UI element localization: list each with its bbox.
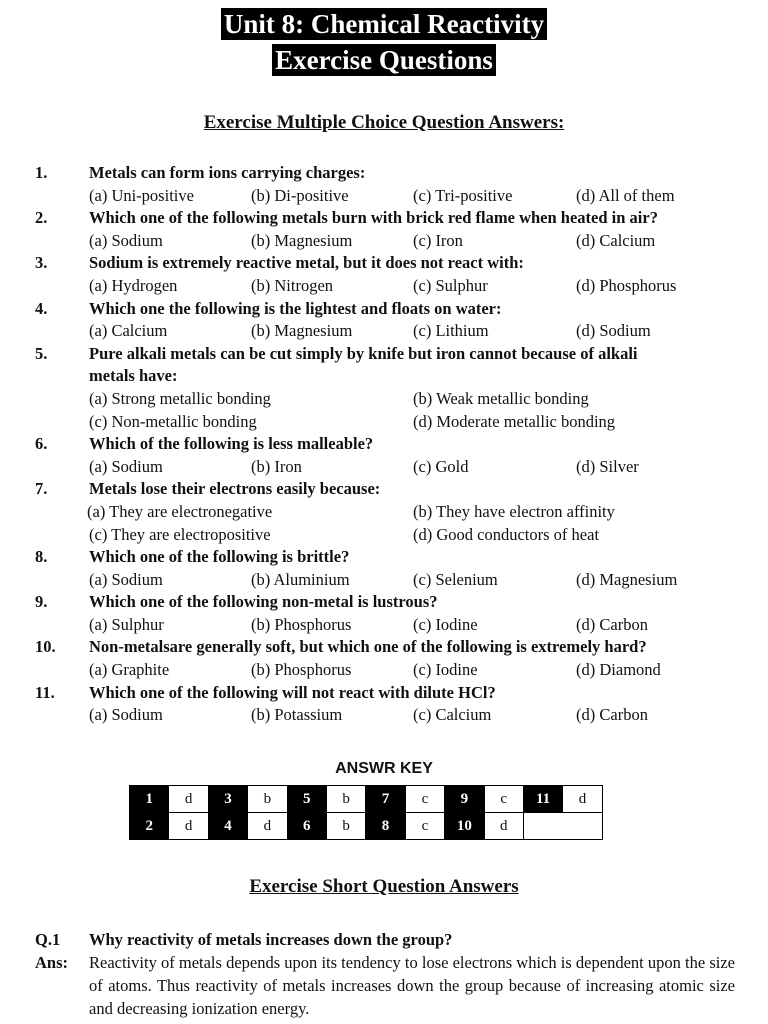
answer-key-number: 5 bbox=[287, 786, 326, 813]
short-question-1 bbox=[35, 928, 735, 1020]
options-row bbox=[0, 185, 768, 208]
answer-key-number: 10 bbox=[445, 813, 484, 840]
answer-key-letter: d bbox=[169, 813, 208, 840]
question-text: Why reactivity of metals increases down the group? bbox=[89, 930, 453, 949]
option: (d) Good conductors of heat bbox=[413, 524, 600, 544]
answer-key-number: 2 bbox=[130, 813, 169, 840]
question-row bbox=[0, 365, 768, 388]
option: (c) Iodine bbox=[413, 614, 478, 634]
option: (b) Magnesium bbox=[251, 321, 353, 341]
answer-key-number: 3 bbox=[208, 786, 247, 813]
option: (a) Sodium bbox=[89, 456, 163, 476]
options-row bbox=[0, 411, 768, 434]
option: (a) Calcium bbox=[89, 321, 168, 341]
answer-key-number: 6 bbox=[287, 813, 326, 840]
question-row bbox=[0, 682, 768, 705]
option: (c) They are electropositive bbox=[89, 524, 271, 544]
short-questions-heading: Exercise Short Question Answers bbox=[249, 876, 519, 897]
option: (a) Graphite bbox=[89, 660, 170, 680]
option: (d) All of them bbox=[576, 185, 675, 205]
unit-title: Unit 8: Chemical Reactivity bbox=[221, 8, 547, 40]
question-number: 9. bbox=[35, 592, 48, 612]
title-block bbox=[0, 8, 768, 80]
option: (d) Silver bbox=[576, 456, 639, 476]
answer-key-empty bbox=[523, 813, 602, 840]
mcq-list bbox=[0, 162, 768, 727]
answer-key-letter: d bbox=[563, 786, 602, 813]
option: (c) Sulphur bbox=[413, 275, 488, 295]
question-stem: Which one of the following non-metal is lustrous? bbox=[89, 592, 438, 612]
option: (a) Sodium bbox=[89, 230, 163, 250]
answer-key-letter: d bbox=[248, 813, 287, 840]
question-stem: Which one the following is the lightest and floats on water: bbox=[89, 298, 502, 318]
question-number: 6. bbox=[35, 434, 48, 454]
answer-key-letter: c bbox=[405, 786, 444, 813]
option: (c) Iodine bbox=[413, 660, 478, 680]
option: (c) Non-metallic bonding bbox=[89, 411, 257, 431]
answer-key-number: 11 bbox=[523, 786, 562, 813]
question-stem: Pure alkali metals can be cut simply by knife but iron cannot because of alkali bbox=[89, 343, 638, 363]
option: (a) Uni-positive bbox=[89, 185, 194, 205]
option: (b) Weak metallic bonding bbox=[413, 388, 589, 408]
question-stem: Which of the following is less malleable? bbox=[89, 434, 374, 454]
options-row bbox=[0, 569, 768, 592]
question-row bbox=[0, 546, 768, 569]
question-row bbox=[0, 162, 768, 185]
option: (d) Moderate metallic bonding bbox=[413, 411, 616, 431]
option: (b) Nitrogen bbox=[251, 275, 334, 295]
question-row bbox=[0, 591, 768, 614]
question-number: 3. bbox=[35, 253, 48, 273]
option: (b) Iron bbox=[251, 456, 302, 476]
option: (b) Potassium bbox=[251, 705, 343, 725]
answer-key-number: 4 bbox=[208, 813, 247, 840]
options-row bbox=[0, 456, 768, 479]
question-stem: Metals lose their electrons easily because: bbox=[89, 479, 381, 499]
option: (b) Di-positive bbox=[251, 185, 349, 205]
question-row bbox=[0, 478, 768, 501]
option: (a) Sulphur bbox=[89, 614, 164, 634]
answer-key-number: 7 bbox=[366, 786, 405, 813]
question-number: 1. bbox=[35, 163, 48, 182]
question-stem-continued: metals have: bbox=[89, 366, 178, 386]
question-row bbox=[0, 252, 768, 275]
answer-key-letter: c bbox=[484, 786, 523, 813]
answer-key-row bbox=[130, 786, 603, 813]
question-stem: Which one of the following will not react with dilute HCl? bbox=[89, 682, 496, 702]
question-number: 8. bbox=[35, 547, 48, 567]
option: (d) Carbon bbox=[576, 614, 648, 634]
answer-key-letter: d bbox=[169, 786, 208, 813]
option: (a) They are electronegative bbox=[87, 501, 273, 521]
mcq-heading: Exercise Multiple Choice Question Answers: bbox=[203, 112, 565, 133]
option: (a) Sodium bbox=[89, 569, 163, 589]
question-number: 2. bbox=[35, 208, 48, 228]
answer-key-letter: b bbox=[326, 786, 365, 813]
option: (c) Iron bbox=[413, 230, 463, 250]
option: (c) Calcium bbox=[413, 705, 492, 725]
option: (a) Sodium bbox=[89, 705, 163, 725]
question-number: 7. bbox=[35, 479, 48, 499]
exercise-title: Exercise Questions bbox=[272, 44, 496, 76]
answer-key-letter: b bbox=[326, 813, 365, 840]
options-row bbox=[0, 388, 768, 411]
option: (d) Carbon bbox=[576, 705, 648, 725]
answer-key-number: 8 bbox=[366, 813, 405, 840]
question-stem: Non-metalsare generally soft, but which one of the following is extremely hard? bbox=[89, 637, 647, 657]
answer-key-table bbox=[129, 785, 603, 840]
question-row bbox=[0, 298, 768, 321]
answer-key-row bbox=[130, 813, 603, 840]
answer-label: Ans: bbox=[35, 953, 69, 972]
question-row bbox=[0, 433, 768, 456]
question-row bbox=[0, 207, 768, 230]
answer-text: Reactivity of metals depends upon its tendency to lose electrons which is dependent upon the size of atoms. Thus reactivity of metals increases down the group because of increasing atomic size and decreasing ionization energy. bbox=[89, 953, 735, 1018]
option: (b) They have electron affinity bbox=[413, 501, 615, 521]
options-row bbox=[0, 659, 768, 682]
options-row bbox=[0, 501, 768, 524]
options-row bbox=[0, 275, 768, 298]
options-row bbox=[0, 704, 768, 727]
question-label: Q.1 bbox=[35, 930, 61, 949]
option: (d) Calcium bbox=[576, 230, 656, 250]
question-stem: Which one of the following is brittle? bbox=[89, 547, 350, 567]
option: (d) Sodium bbox=[576, 321, 651, 341]
option: (c) Lithium bbox=[413, 321, 489, 341]
option: (c) Gold bbox=[413, 456, 469, 476]
question-number: 10. bbox=[35, 637, 56, 657]
option: (d) Diamond bbox=[576, 660, 661, 680]
question-stem: Sodium is extremely reactive metal, but it does not react with: bbox=[89, 253, 524, 273]
option: (a) Hydrogen bbox=[89, 275, 178, 295]
answer-key-letter: d bbox=[484, 813, 523, 840]
question-stem: Which one of the following metals burn with brick red flame when heated in air? bbox=[89, 208, 658, 228]
answer-key-number: 1 bbox=[130, 786, 169, 813]
answer-key-title: ANSWR KEY bbox=[335, 760, 433, 777]
question-stem: Metals can form ions carrying charges: bbox=[89, 163, 366, 182]
question-number: 5. bbox=[35, 343, 48, 363]
option: (b) Phosphorus bbox=[251, 660, 352, 680]
option: (d) Magnesium bbox=[576, 569, 678, 589]
options-row bbox=[0, 524, 768, 547]
options-row bbox=[0, 230, 768, 253]
option: (c) Tri-positive bbox=[413, 185, 513, 205]
option: (c) Selenium bbox=[413, 569, 498, 589]
answer-key-letter: b bbox=[248, 786, 287, 813]
question-row bbox=[0, 636, 768, 659]
option: (d) Phosphorus bbox=[576, 275, 677, 295]
answer-key-letter: c bbox=[405, 813, 444, 840]
answer-key-number: 9 bbox=[445, 786, 484, 813]
option: (b) Magnesium bbox=[251, 230, 353, 250]
options-row bbox=[0, 614, 768, 637]
option: (b) Phosphorus bbox=[251, 614, 352, 634]
option: (a) Strong metallic bonding bbox=[89, 388, 271, 408]
question-number: 11. bbox=[35, 682, 55, 702]
options-row bbox=[0, 320, 768, 343]
option: (b) Aluminium bbox=[251, 569, 350, 589]
question-row bbox=[0, 343, 768, 366]
question-number: 4. bbox=[35, 298, 48, 318]
